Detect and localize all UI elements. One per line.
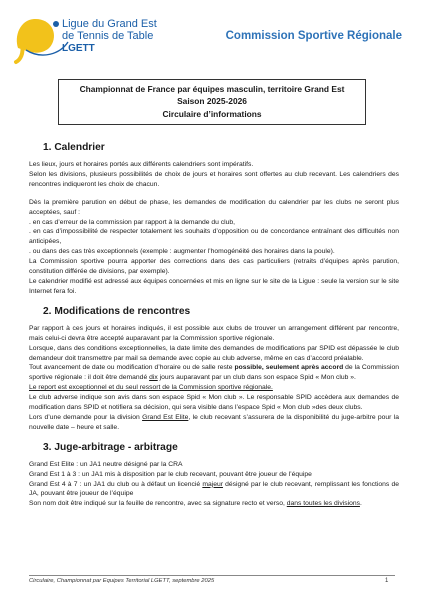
list-item: . en cas d’impossibilité de respecter totalement les souhaits d’opposition ou de concordance entraînant des difficultés non anticipées, (29, 228, 399, 246)
text-run: de la Commission sportive régionale : il doit être demandé (29, 364, 399, 382)
paragraph: Selon les divisions, plusieurs possibilités de choix de jours et horaires sont offertes au club recevant. Les calendriers des rencontres indiqueront les choix de chacun. (29, 170, 399, 188)
section-heading-arbitrage: 3. Juge-arbitrage - arbitrage (43, 441, 178, 453)
paragraph: La Commission sportive pourra apporter des corrections dans des cas particuliers (retraits d’équipes après parution, constitution différée de divisions, par exemple). (29, 258, 399, 276)
section-heading-calendrier: 1. Calendrier (43, 142, 105, 153)
page-number: 1 (385, 578, 389, 584)
section-heading-modifications: 2. Modifications de rencontres (43, 305, 191, 317)
paragraph (29, 363, 399, 383)
logo-line-1: Ligue du Grand Est (62, 18, 157, 30)
logo-text (62, 18, 157, 55)
paragraph (29, 499, 399, 509)
footer-text: Circulaire, Championnat par Equipes Territorial LGETT, septembre 2025 (29, 578, 215, 584)
paragraph: Dès la première parution en début de phase, les demandes de modification du calendrier par les clubs ne seront plus acceptées, sauf : (29, 198, 399, 216)
footer-divider (29, 575, 395, 576)
bold-text: possible, seulement après accord (234, 364, 344, 372)
paragraph: Grand Est Elite : un JA1 neutre désigné par la CRA (29, 460, 183, 468)
paragraph: Lorsque, dans des conditions exceptionnelles, la date limite des demandes de modifications par SPID est dépassée le club demandeur doit transmettre par mail sa demande avec copie au club adverse, même en cas d’accord préalable. (29, 344, 399, 362)
logo-abbreviation: LGETT (62, 43, 95, 54)
title-line-2: Saison 2025-2026 (177, 96, 247, 107)
paragraph (29, 413, 399, 433)
text-run: . (359, 500, 362, 508)
title-line-3: Circulaire d’informations (162, 108, 262, 119)
paragraph: Le calendrier modifié est adressé aux équipes concernées et mis en ligne sur le site de la Ligue : seule la version sur le site Internet fera foi. (29, 277, 399, 295)
document-title-box (58, 79, 366, 125)
underlined-text: Grand Est Elite (142, 413, 189, 421)
text-run: , le club recevant s’assurera de la disponibilité du juge-arbitre pour la nouvelle date – heure et salle. (29, 413, 399, 431)
list-item: . en cas d’erreur de la commission par rapport à la demande du club, (29, 218, 235, 226)
paragraph: Les lieux, jours et horaires portés aux différents calendriers sont impératifs. (29, 161, 254, 168)
underlined-text: dans toutes les divisions (286, 500, 360, 508)
logo-line-2: de Tennis de Table (62, 30, 154, 42)
text-run: désigné par le club recevant, remplissant les fonctions de JA, pouvant être joueur de l’équipe (29, 480, 399, 498)
text-run: Grand Est 4 à 7 : un JA1 du club ou à défaut un licencié (29, 480, 203, 488)
list-item: . ou dans des cas très exceptionnels (exemple : augmenter l’homogénéité des horaires dans la poule). (29, 248, 335, 256)
paragraph (29, 383, 399, 393)
paragraph: Le club adverse indique son avis dans son espace Spid « Mon club ». Le responsable SPID accèdera aux demandes de modification dans SPID et notifiera sa décision, qui sera visible dans l’espace Spid « Mon club »des deux clubs. (29, 394, 399, 412)
underlined-text: majeur (202, 480, 223, 488)
text-run: Son nom doit être indiqué sur la feuille de rencontre, avec sa signature recto et verso, (29, 500, 287, 508)
text-run: Tout avancement de date ou modification d’horaire ou de salle reste (29, 364, 235, 372)
paragraph: Grand Est 1 à 3 : un JA1 mis à disposition par le club recevant, pouvant être joueur de l’équipe (29, 470, 312, 478)
commission-title: Commission Sportive Régionale (225, 30, 402, 42)
document-body (29, 141, 399, 509)
paragraph (29, 480, 399, 500)
underlined-text: dix (149, 374, 158, 382)
title-line-1: Championnat de France par équipes masculin, territoire Grand Est (79, 84, 345, 94)
paragraph: Par rapport à ces jours et horaires indiqués, il est possible aux clubs de trouver un arrangement différent par rencontre, mais celui-ci devra être accepté auparavant par la Commission sportive régionale. (29, 324, 399, 342)
text-run: Lors d’une demande pour la division (29, 413, 143, 421)
text-run: jours auparavant par un club dans son espace Spid « Mon club ». (157, 374, 356, 382)
underlined-text: Le report est exceptionnel et du seul ressort de la Commission sportive régionale. (29, 384, 273, 392)
